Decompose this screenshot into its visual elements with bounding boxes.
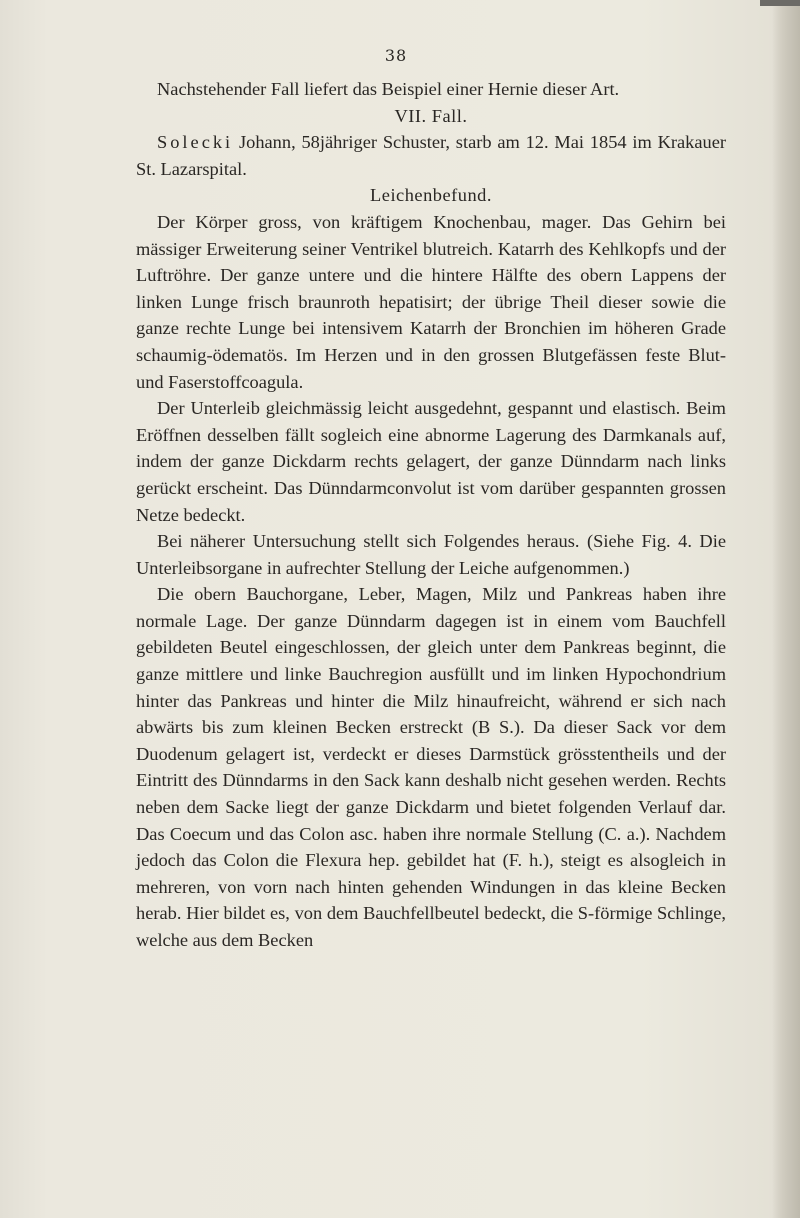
case-heading: VII. Fall. bbox=[394, 105, 468, 126]
page-number: 38 bbox=[384, 46, 408, 65]
body-text bbox=[136, 76, 726, 954]
paragraph-organs: Die obern Bauchorgane, Leber, Magen, Milz und Pankreas haben ihre normale Lage. Der ganze Dünndarm dagegen ist in einem vom Bauchfell gebildeten Beutel eingeschlossen, der gleich unter dem Pankreas beginnt, die ganze mittlere und linke Bauchregion ausfüllt und im linken Hypochondrium hinter das Pankreas und hinter die Milz hinaufreicht, während er sich nach abwärts bis zum kleinen Becken erstreckt (B S.). Da dieser Sack vor dem Duodenum gelagert ist, verdeckt er dieses Darmstück grösstentheils und der Eintritt des Dünndarms in den Sack kann deshalb nicht gesehen werden. Rechts neben dem Sacke liegt der ganze Dickdarm und bietet folgenden Verlauf dar. Das Coecum und das Colon asc. haben ihre normale Stellung (C. a.). Nachdem jedoch das Colon die Flexura hep. gebildet hat (F. h.), steigt es alsogleich in mehreren, von vorn nach hinten gehenden Windungen in das kleine Becken herab. Hier bildet es, von dem Bauchfellbeutel bedeckt, die S-förmige Schlinge, welche aus dem Becken bbox=[136, 584, 726, 950]
intro-paragraph: Nachstehender Fall liefert das Beispiel einer Hernie dieser Art. bbox=[157, 79, 620, 99]
patient-details: Johann, 58jähriger Schuster, starb am 12. Mai 1854 im Krakauer St. Lazarspital. bbox=[136, 132, 726, 179]
section-heading: Leichenbefund. bbox=[370, 185, 492, 206]
page-edge-shadow bbox=[772, 0, 800, 1218]
patient-paragraph bbox=[136, 129, 726, 182]
paragraph-abdomen: Der Unterleib gleichmässig leicht ausgedehnt, gespannt und elastisch. Beim Eröffnen desselben fällt sogleich eine abnorme Lagerung des Darmkanals auf, indem der ganze Dickdarm rechts gelagert, der ganze Dünndarm nach links gerückt erscheint. Das Dünndarmconvolut ist vom darüber gespannten grossen Netze bedeckt. bbox=[136, 398, 726, 525]
scan-edge-mark bbox=[760, 0, 800, 6]
patient-name: Solecki bbox=[157, 132, 234, 153]
paragraph-findings-thorax: Der Körper gross, von kräftigem Knochenbau, mager. Das Gehirn bei mässiger Erweiterung seiner Ventrikel blutreich. Katarrh des Kehlkopfs und der Luftröhre. Der ganze untere und die hintere Hälfte des obern Lappens der linken Lunge frisch braunroth hepatisirt; der übrige Theil dieser sowie die ganze rechte Lunge bei intensivem Katarrh der Bronchien im höheren Grade schaumig-ödematös. Im Herzen und in den grossen Blutgefässen feste Blut- und Faserstoffcoagula. bbox=[136, 211, 726, 392]
paragraph-examination: Bei näherer Untersuchung stellt sich Folgendes heraus. (Siehe Fig. 4. Die Unterleibsorgane in aufrechter Stellung der Leiche aufgenommen.) bbox=[136, 531, 726, 578]
